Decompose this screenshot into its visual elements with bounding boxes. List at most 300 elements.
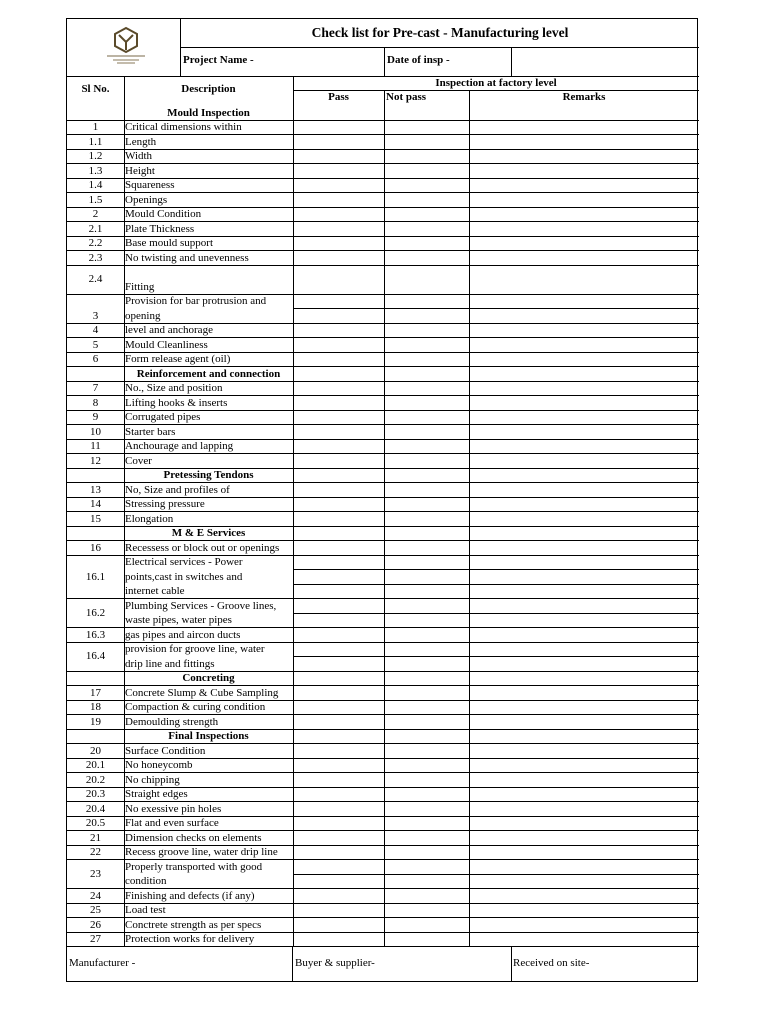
row-sl-no: 16.1	[85, 570, 106, 583]
row-sl-no: 20.4	[85, 802, 106, 815]
row-pass-cell[interactable]	[293, 439, 384, 454]
row-remarks-cell[interactable]	[469, 352, 699, 367]
row-description: Form release agent (oil)	[125, 353, 231, 365]
row-remarks-cell[interactable]	[469, 816, 699, 831]
row-divider	[67, 366, 699, 367]
row-remarks-cell[interactable]	[469, 845, 699, 860]
row-not-pass-cell[interactable]	[384, 497, 469, 512]
row-pass-cell[interactable]	[293, 685, 384, 700]
row-description: Height	[125, 164, 155, 177]
row-sl-no: 24	[90, 889, 101, 902]
row-description: No exessive pin holes	[125, 802, 222, 815]
row-divider	[67, 337, 699, 338]
row-remarks-cell[interactable]	[469, 758, 699, 773]
row-pass-cell[interactable]	[293, 482, 384, 497]
row-remarks-cell[interactable]	[469, 381, 699, 396]
received-on-site-signature-label: Received on site-	[513, 957, 590, 969]
row-divider	[67, 845, 699, 846]
row-description: Lifting hooks & inserts	[125, 396, 228, 409]
row-not-pass-cell[interactable]	[384, 511, 469, 526]
row-sl-no: 1.5	[88, 193, 103, 206]
row-description: Width	[125, 150, 153, 162]
row-pass-cell[interactable]	[293, 395, 384, 410]
row-sl-no: 1.4	[88, 179, 103, 191]
row-remarks-cell[interactable]	[469, 830, 699, 845]
row-sl-no: 16.2	[85, 606, 106, 619]
row-remarks-cell[interactable]	[469, 787, 699, 802]
row-remarks-cell[interactable]	[469, 772, 699, 787]
table-bottom-border	[67, 946, 699, 947]
row-remarks-cell[interactable]	[469, 700, 699, 715]
row-pass-cell[interactable]	[293, 511, 384, 526]
row-pass-cell[interactable]	[293, 207, 384, 222]
row-pass-cell[interactable]	[293, 932, 384, 947]
row-description: Demoulding strength	[125, 715, 219, 728]
row-divider	[67, 714, 699, 715]
row-remarks-cell[interactable]	[469, 482, 699, 497]
row-sl-no: 20.3	[85, 788, 106, 800]
row-divider	[67, 468, 699, 469]
inspection-subdivider	[293, 569, 699, 570]
row-remarks-cell[interactable]	[469, 714, 699, 729]
column-divider	[293, 76, 294, 946]
row-divider	[67, 497, 699, 498]
column-header-description: Description	[181, 83, 236, 95]
row-remarks-cell[interactable]	[469, 395, 699, 410]
inspection-subdivider	[293, 613, 699, 614]
row-not-pass-cell[interactable]	[384, 120, 469, 135]
row-not-pass-cell[interactable]	[384, 801, 469, 816]
row-not-pass-cell[interactable]	[384, 134, 469, 149]
row-pass-cell[interactable]	[293, 714, 384, 729]
inspection-subdivider	[293, 874, 699, 875]
header-divider	[511, 47, 512, 76]
row-not-pass-cell[interactable]	[384, 410, 469, 425]
row-not-pass-cell[interactable]	[384, 903, 469, 918]
row-sl-no: 13	[90, 483, 101, 496]
page-title: Check list for Pre-cast - Manufacturing level	[311, 25, 569, 40]
row-sl-no: 8	[92, 396, 99, 409]
row-sl-no: 2.4	[88, 273, 103, 286]
row-remarks-cell[interactable]	[469, 932, 699, 947]
row-divider	[67, 265, 699, 266]
row-description: Anchourage and lapping	[125, 440, 234, 452]
row-pass-cell[interactable]	[293, 178, 384, 193]
row-remarks-cell[interactable]	[469, 888, 699, 903]
row-pass-cell[interactable]	[293, 250, 384, 265]
row-not-pass-cell[interactable]	[384, 337, 469, 352]
row-divider	[67, 743, 699, 744]
row-divider	[67, 917, 699, 918]
row-description: Conctrete strength as per specs	[125, 918, 262, 931]
row-description: Fitting	[125, 280, 155, 293]
row-divider	[67, 192, 699, 193]
row-pass-cell[interactable]	[293, 700, 384, 715]
row-description: Starter bars	[125, 425, 176, 438]
row-description: No chipping	[125, 773, 180, 786]
row-sl-no: 3	[92, 309, 99, 322]
row-not-pass-cell[interactable]	[384, 888, 469, 903]
row-not-pass-cell[interactable]	[384, 685, 469, 700]
row-remarks-cell[interactable]	[469, 149, 699, 164]
row-description: Concrete Slump & Cube Sampling	[125, 686, 279, 699]
row-not-pass-cell[interactable]	[384, 265, 469, 294]
row-divider	[67, 540, 699, 541]
row-pass-cell[interactable]	[293, 323, 384, 338]
row-not-pass-cell[interactable]	[384, 816, 469, 831]
row-pass-cell[interactable]	[293, 424, 384, 439]
row-sl-no: 27	[90, 933, 101, 945]
row-remarks-cell[interactable]	[469, 163, 699, 178]
row-not-pass-cell[interactable]	[384, 540, 469, 555]
row-not-pass-cell[interactable]	[384, 163, 469, 178]
row-sl-no: 11	[90, 440, 101, 452]
section-header: M & E Services	[171, 527, 246, 539]
row-divider	[67, 816, 699, 817]
row-remarks-cell[interactable]	[469, 265, 699, 294]
row-sl-no: 20.5	[85, 817, 106, 829]
row-divider	[67, 482, 699, 483]
row-pass-cell[interactable]	[293, 845, 384, 860]
row-sl-no: 26	[90, 918, 101, 931]
row-description: waste pipes, water pipes	[125, 614, 232, 626]
section-header: Final Inspections	[168, 730, 249, 742]
row-sl-no: 1.1	[88, 135, 103, 148]
row-description: Openings	[125, 193, 168, 206]
row-pass-cell[interactable]	[293, 555, 384, 599]
row-description: Compaction & curing condition	[125, 701, 266, 713]
row-remarks-cell[interactable]	[469, 323, 699, 338]
row-description: Surface Condition	[125, 744, 206, 757]
row-description: Provision for bar protrusion and	[125, 295, 267, 307]
row-remarks-cell[interactable]	[469, 801, 699, 816]
row-sl-no: 15	[90, 512, 101, 525]
row-remarks-cell[interactable]	[469, 337, 699, 352]
row-remarks-cell[interactable]	[469, 410, 699, 425]
row-not-pass-cell[interactable]	[384, 700, 469, 715]
row-not-pass-cell[interactable]	[384, 352, 469, 367]
row-pass-cell[interactable]	[293, 265, 384, 294]
row-sl-no: 12	[90, 454, 101, 467]
row-divider	[67, 642, 699, 643]
row-not-pass-cell[interactable]	[384, 178, 469, 193]
row-pass-cell[interactable]	[293, 163, 384, 178]
footer-divider	[292, 946, 293, 982]
row-not-pass-cell[interactable]	[384, 845, 469, 860]
row-divider	[67, 395, 699, 396]
header-divider	[67, 76, 699, 77]
row-divider	[67, 830, 699, 831]
row-pass-cell[interactable]	[293, 149, 384, 164]
column-header-inspection-group: Inspection at factory level	[435, 77, 557, 89]
row-description: No honeycomb	[125, 759, 193, 771]
row-sl-no: 21	[90, 831, 101, 844]
row-sl-no: 1.2	[88, 150, 103, 162]
row-description: Plumbing Services - Groove lines,	[125, 599, 277, 612]
row-divider	[67, 555, 699, 556]
row-divider	[67, 381, 699, 382]
row-not-pass-cell[interactable]	[384, 482, 469, 497]
row-divider	[67, 410, 699, 411]
row-sl-no: 2.1	[88, 222, 103, 235]
header-divider	[293, 90, 699, 91]
row-not-pass-cell[interactable]	[384, 236, 469, 251]
row-description: Recess groove line, water drip line	[125, 846, 278, 858]
row-divider	[67, 685, 699, 686]
row-not-pass-cell[interactable]	[384, 453, 469, 468]
row-remarks-cell[interactable]	[469, 917, 699, 932]
row-description: provision for groove line, water	[125, 643, 265, 655]
inspection-subdivider	[293, 584, 699, 585]
row-remarks-cell[interactable]	[469, 903, 699, 918]
section-header: Pretessing Tendons	[163, 469, 254, 481]
buyer-supplier-signature-label: Buyer & supplier-	[295, 957, 375, 969]
row-description: Critical dimensions within	[125, 121, 242, 133]
row-pass-cell[interactable]	[293, 497, 384, 512]
row-divider	[67, 120, 699, 121]
row-pass-cell[interactable]	[293, 917, 384, 932]
row-divider	[67, 526, 699, 527]
row-not-pass-cell[interactable]	[384, 714, 469, 729]
row-divider	[67, 178, 699, 179]
row-not-pass-cell[interactable]	[384, 221, 469, 236]
row-pass-cell[interactable]	[293, 903, 384, 918]
row-divider	[67, 700, 699, 701]
row-remarks-cell[interactable]	[469, 497, 699, 512]
footer-divider	[511, 946, 512, 982]
company-logo	[97, 25, 155, 67]
row-pass-cell[interactable]	[293, 120, 384, 135]
row-pass-cell[interactable]	[293, 888, 384, 903]
row-not-pass-cell[interactable]	[384, 207, 469, 222]
row-sl-no: 14	[90, 498, 101, 510]
row-not-pass-cell[interactable]	[384, 917, 469, 932]
row-sl-no: 20.1	[85, 759, 106, 771]
row-description: Base mould support	[125, 237, 213, 249]
row-not-pass-cell[interactable]	[384, 424, 469, 439]
row-description: No, Size and profiles of	[125, 483, 230, 496]
row-not-pass-cell[interactable]	[384, 381, 469, 396]
column-header-remarks: Remarks	[562, 91, 606, 103]
row-sl-no: 9	[92, 411, 99, 423]
row-description: Flat and even surface	[125, 817, 219, 829]
row-remarks-cell[interactable]	[469, 743, 699, 758]
row-description: internet cable	[125, 585, 185, 597]
row-pass-cell[interactable]	[293, 192, 384, 207]
row-not-pass-cell[interactable]	[384, 555, 469, 599]
row-divider	[67, 221, 699, 222]
row-sl-no: 2.3	[88, 251, 103, 264]
inspection-subdivider	[293, 308, 699, 309]
row-divider	[67, 134, 699, 135]
section-header: Reinforcement and connection	[136, 367, 281, 380]
row-divider	[67, 250, 699, 251]
row-pass-cell[interactable]	[293, 134, 384, 149]
row-pass-cell[interactable]	[293, 743, 384, 758]
row-sl-no: 19	[90, 715, 101, 728]
row-description: level and anchorage	[125, 324, 213, 336]
row-sl-no: 25	[90, 904, 101, 916]
row-description: Recessess or block out or openings	[125, 541, 280, 554]
row-description: Stressing pressure	[125, 498, 205, 510]
row-not-pass-cell[interactable]	[384, 439, 469, 454]
row-description: No twisting and unevenness	[125, 251, 249, 264]
row-divider	[67, 627, 699, 628]
row-remarks-cell[interactable]	[469, 221, 699, 236]
row-description: Properly transported with good	[125, 860, 263, 873]
row-description: drip line and fittings	[125, 657, 215, 670]
row-sl-no: 17	[90, 686, 101, 699]
header-divider	[181, 47, 699, 48]
row-description: Squareness	[125, 179, 175, 191]
row-sl-no: 10	[90, 425, 101, 438]
row-remarks-cell[interactable]	[469, 439, 699, 454]
row-not-pass-cell[interactable]	[384, 149, 469, 164]
row-divider	[67, 729, 699, 730]
row-remarks-cell[interactable]	[469, 120, 699, 135]
row-description: Length	[125, 135, 157, 148]
row-divider	[67, 758, 699, 759]
row-pass-cell[interactable]	[293, 453, 384, 468]
row-description: Straight edges	[125, 788, 188, 800]
row-pass-cell[interactable]	[293, 772, 384, 787]
row-not-pass-cell[interactable]	[384, 627, 469, 642]
row-description: Mould Cleanliness	[125, 338, 208, 351]
row-remarks-cell[interactable]	[469, 178, 699, 193]
row-not-pass-cell[interactable]	[384, 772, 469, 787]
row-remarks-cell[interactable]	[469, 511, 699, 526]
row-pass-cell[interactable]	[293, 627, 384, 642]
column-header-not-pass: Not pass	[386, 91, 427, 103]
row-pass-cell[interactable]	[293, 337, 384, 352]
row-remarks-cell[interactable]	[469, 627, 699, 642]
row-not-pass-cell[interactable]	[384, 743, 469, 758]
row-remarks-cell[interactable]	[469, 207, 699, 222]
logo-divider	[180, 19, 181, 76]
row-description: points,cast in switches and	[125, 570, 243, 583]
row-description: Mould Condition	[125, 208, 202, 220]
row-pass-cell[interactable]	[293, 236, 384, 251]
row-remarks-cell[interactable]	[469, 453, 699, 468]
row-pass-cell[interactable]	[293, 410, 384, 425]
row-remarks-cell[interactable]	[469, 236, 699, 251]
inspection-subdivider	[293, 656, 699, 657]
manufacturer-signature-label: Manufacturer -	[69, 957, 136, 969]
row-not-pass-cell[interactable]	[384, 323, 469, 338]
row-description: Finishing and defects (if any)	[125, 889, 255, 902]
row-sl-no: 16.3	[85, 628, 106, 641]
row-divider	[67, 163, 699, 164]
row-pass-cell[interactable]	[293, 801, 384, 816]
row-sl-no: 7	[92, 382, 99, 394]
row-pass-cell[interactable]	[293, 221, 384, 236]
row-sl-no: 6	[92, 353, 99, 365]
section-header: Mould Inspection	[167, 106, 250, 119]
row-divider	[67, 671, 699, 672]
row-pass-cell[interactable]	[293, 540, 384, 555]
column-header-sl-no: Sl No.	[81, 83, 110, 95]
row-divider	[67, 598, 699, 599]
row-pass-cell[interactable]	[293, 381, 384, 396]
row-pass-cell[interactable]	[293, 758, 384, 773]
row-remarks-cell[interactable]	[469, 424, 699, 439]
row-description: gas pipes and aircon ducts	[125, 628, 241, 641]
project-name-label: Project Name -	[183, 54, 254, 66]
row-remarks-cell[interactable]	[469, 134, 699, 149]
row-divider	[67, 801, 699, 802]
row-sl-no: 4	[92, 324, 99, 336]
row-sl-no: 1.3	[88, 164, 103, 177]
row-divider	[67, 859, 699, 860]
row-not-pass-cell[interactable]	[384, 250, 469, 265]
row-sl-no: 23	[90, 867, 101, 880]
row-description: Corrugated pipes	[125, 411, 201, 423]
row-sl-no: 16.4	[85, 650, 106, 663]
row-divider	[67, 323, 699, 324]
row-sl-no: 5	[92, 338, 99, 351]
row-remarks-cell[interactable]	[469, 555, 699, 599]
row-divider	[67, 439, 699, 440]
row-pass-cell[interactable]	[293, 816, 384, 831]
row-divider	[67, 888, 699, 889]
row-not-pass-cell[interactable]	[384, 395, 469, 410]
row-divider	[67, 903, 699, 904]
row-description: Protection works for delivery	[125, 933, 255, 945]
row-not-pass-cell[interactable]	[384, 787, 469, 802]
row-sl-no: 2	[92, 208, 99, 220]
row-divider	[67, 453, 699, 454]
row-description: Load test	[125, 904, 166, 916]
section-header: Concreting	[182, 672, 235, 684]
row-sl-no: 20.2	[85, 773, 106, 786]
row-remarks-cell[interactable]	[469, 192, 699, 207]
row-sl-no: 2.2	[88, 237, 103, 249]
row-not-pass-cell[interactable]	[384, 192, 469, 207]
row-divider	[67, 787, 699, 788]
row-divider	[67, 772, 699, 773]
row-pass-cell[interactable]	[293, 830, 384, 845]
row-divider	[67, 207, 699, 208]
row-description: condition	[125, 875, 167, 887]
column-header-pass: Pass	[328, 91, 349, 103]
row-description: Elongation	[125, 512, 174, 525]
row-description: Electrical services - Power	[125, 556, 243, 568]
header-divider	[384, 47, 385, 76]
row-remarks-cell[interactable]	[469, 540, 699, 555]
row-sl-no: 20	[90, 744, 101, 757]
row-remarks-cell[interactable]	[469, 685, 699, 700]
checklist-sheet	[66, 18, 698, 982]
row-divider	[67, 424, 699, 425]
row-remarks-cell[interactable]	[469, 250, 699, 265]
row-description: opening	[125, 309, 161, 322]
column-divider	[469, 90, 470, 946]
row-not-pass-cell[interactable]	[384, 758, 469, 773]
row-not-pass-cell[interactable]	[384, 830, 469, 845]
row-pass-cell[interactable]	[293, 352, 384, 367]
row-sl-no: 18	[90, 701, 101, 713]
row-divider	[67, 149, 699, 150]
row-description: Dimension checks on elements	[125, 831, 262, 844]
row-description: Plate Thickness	[125, 222, 195, 235]
row-divider	[67, 352, 699, 353]
date-of-inspection-label: Date of insp -	[387, 54, 450, 66]
row-divider	[67, 294, 699, 295]
row-pass-cell[interactable]	[293, 787, 384, 802]
row-not-pass-cell[interactable]	[384, 932, 469, 947]
row-divider	[67, 511, 699, 512]
row-sl-no: 22	[90, 846, 101, 858]
